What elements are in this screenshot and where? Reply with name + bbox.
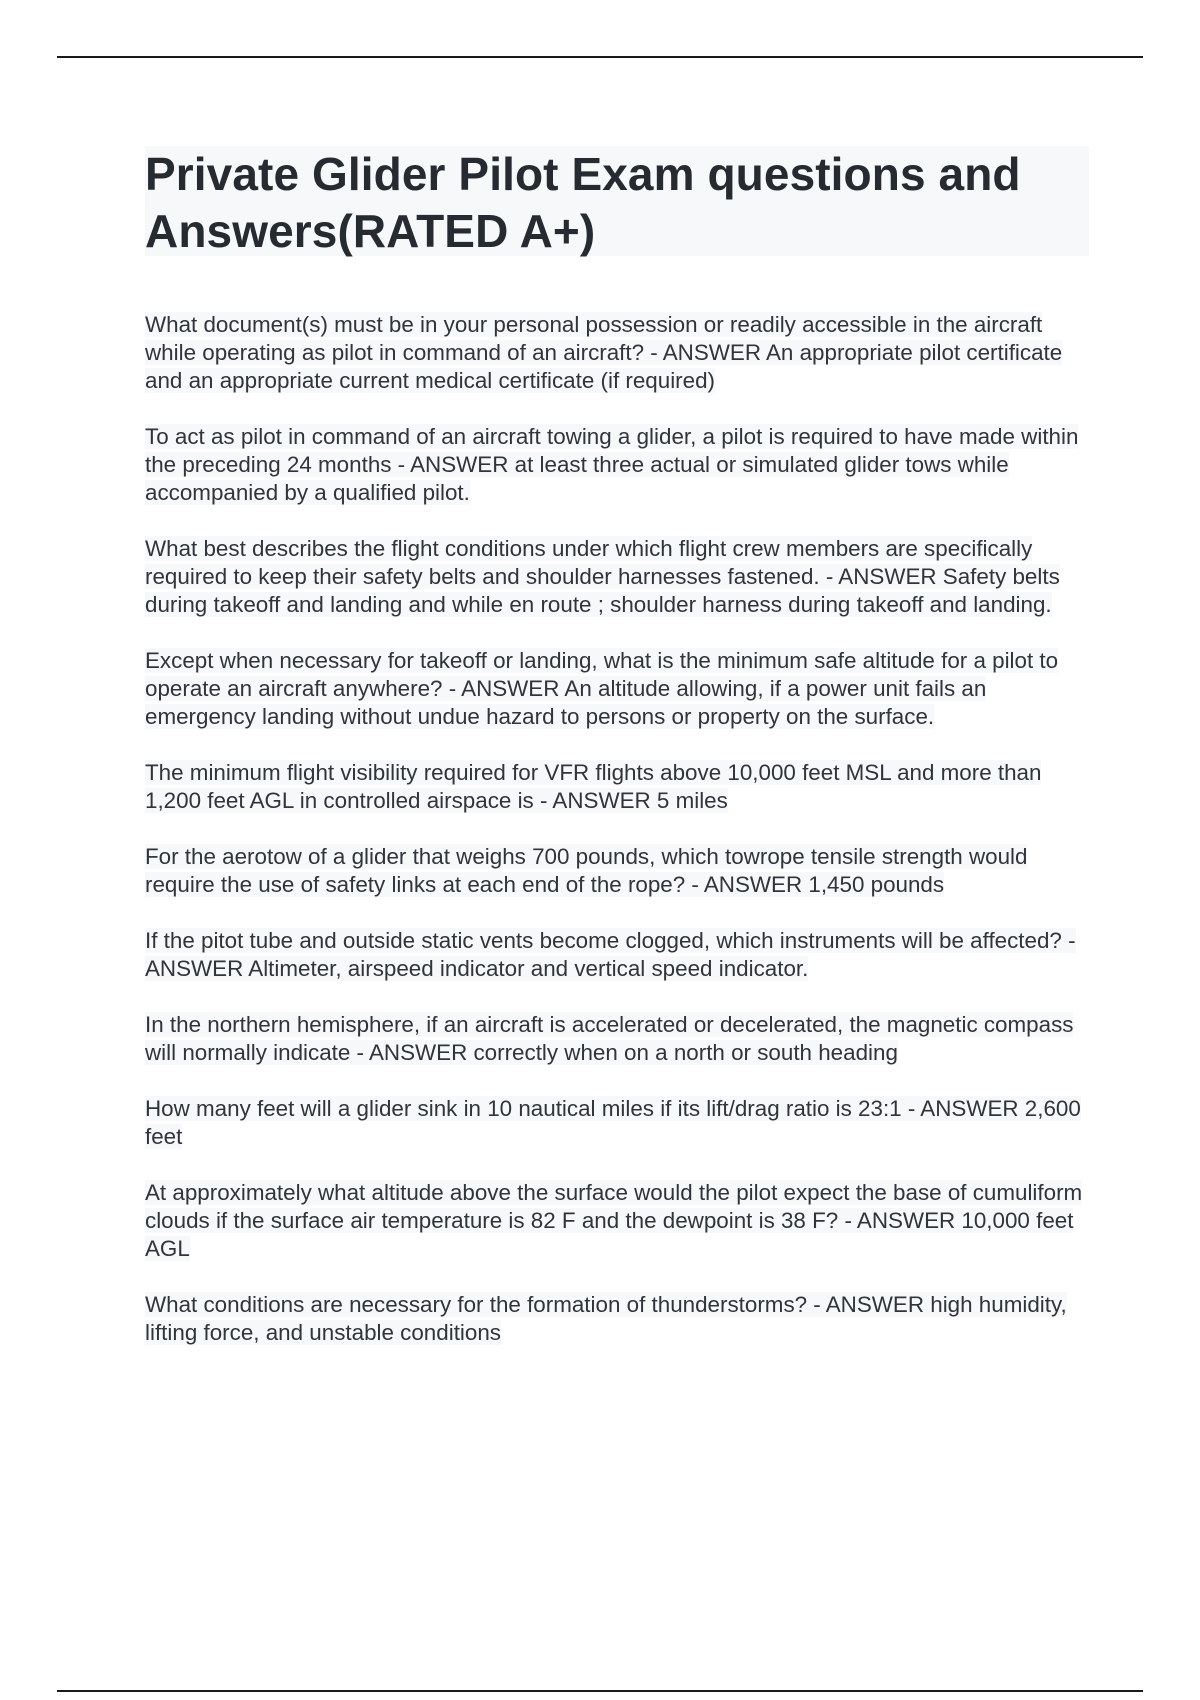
header-rule: [57, 56, 1143, 58]
qa-item: [145, 1291, 1090, 1347]
qa-item: [145, 311, 1090, 395]
document-title: Private Glider Pilot Exam questions and Answers(RATED A+): [145, 148, 1021, 257]
qa-item: [145, 423, 1090, 507]
qa-item: [145, 1179, 1090, 1263]
title-block: [145, 146, 1089, 256]
qa-item: [145, 1095, 1090, 1151]
qa-text: How many feet will a glider sink in 10 nautical miles if its lift/drag ratio is 23:1 - ANSWER 2,600 feet: [145, 1096, 1081, 1149]
qa-text: In the northern hemisphere, if an aircraft is accelerated or decelerated, the magnetic compass will normally indicate - ANSWER correctly when on a north or south heading: [145, 1012, 1074, 1065]
footer-rule: [57, 1690, 1143, 1692]
qa-text: What document(s) must be in your personal possession or readily accessible in the aircraft while operating as pilot in command of an aircraft? - ANSWER An appropriate pilot certificate and an appropriate current medical certificate (if required): [145, 312, 1063, 393]
qa-text: At approximately what altitude above the surface would the pilot expect the base of cumuliform clouds if the surface air temperature is 82 F and the dewpoint is 38 F? - ANSWER 10,000 feet AGL: [145, 1180, 1083, 1261]
qa-item: [145, 535, 1090, 619]
qa-text: If the pitot tube and outside static vents become clogged, which instruments will be affected? - ANSWER Altimeter, airspeed indicator and vertical speed indicator.: [145, 928, 1076, 981]
qa-text: What best describes the flight conditions under which flight crew members are specifically required to keep their safety belts and shoulder harnesses fastened. - ANSWER Safety belts during takeoff and landing and while en route ; shoulder harness during takeoff and landing.: [145, 536, 1060, 617]
qa-item: [145, 759, 1090, 815]
qa-text: For the aerotow of a glider that weighs 700 pounds, which towrope tensile strength would require the use of safety links at each end of the rope? - ANSWER 1,450 pounds: [145, 844, 1028, 897]
qa-item: [145, 1011, 1090, 1067]
qa-item: [145, 927, 1090, 983]
qa-list: [145, 311, 1090, 1375]
qa-item: [145, 843, 1090, 899]
qa-text: What conditions are necessary for the formation of thunderstorms? - ANSWER high humidity, lifting force, and unstable conditions: [145, 1292, 1067, 1345]
qa-item: [145, 647, 1090, 731]
qa-text: The minimum flight visibility required for VFR flights above 10,000 feet MSL and more than 1,200 feet AGL in controlled airspace is - ANSWER 5 miles: [145, 760, 1042, 813]
qa-text: Except when necessary for takeoff or landing, what is the minimum safe altitude for a pilot to operate an aircraft anywhere? - ANSWER An altitude allowing, if a power unit fails an emergency landing without undue hazard to persons or property on the surface.: [145, 648, 1059, 729]
qa-text: To act as pilot in command of an aircraft towing a glider, a pilot is required to have made within the preceding 24 months - ANSWER at least three actual or simulated glider tows while accompanied by a qualified pilot.: [145, 424, 1079, 505]
